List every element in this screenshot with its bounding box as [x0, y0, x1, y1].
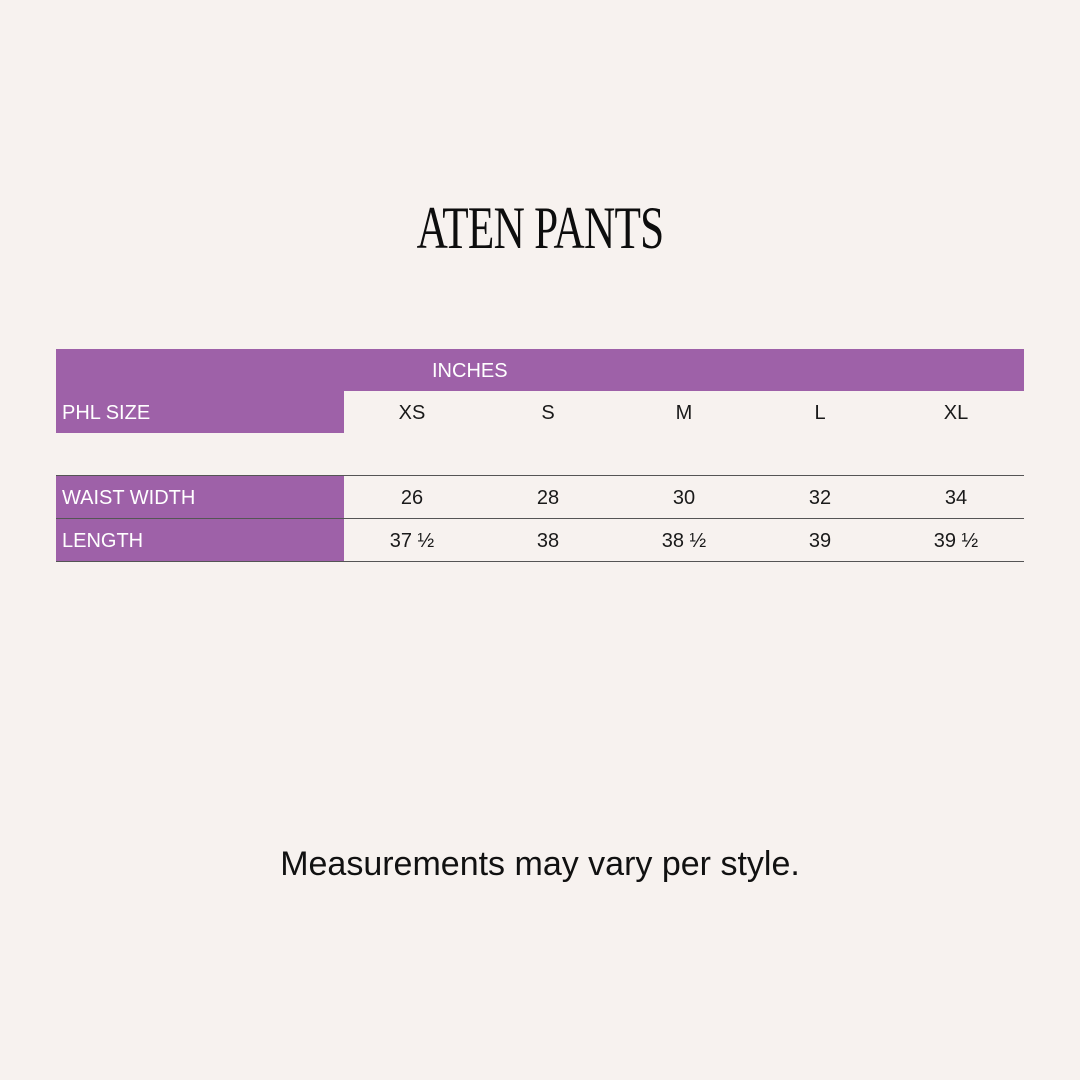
chart-title: ATEN PANTS — [416, 195, 664, 261]
table-cell: 39 ½ — [933, 530, 979, 552]
size-header-xs: XS — [398, 402, 426, 424]
table-cell: 28 — [536, 487, 560, 509]
footnote: Measurements may vary per style. — [280, 845, 800, 883]
table-cell: 32 — [808, 487, 832, 509]
size-header-xl: XL — [943, 402, 969, 424]
table-cell: 34 — [944, 487, 968, 509]
table-cell: 39 — [808, 530, 832, 552]
size-header-s: S — [541, 402, 555, 424]
size-header-l: L — [814, 402, 826, 424]
size-header-m: M — [675, 402, 693, 424]
table-cell: 30 — [672, 487, 696, 509]
unit-label: INCHES — [432, 360, 508, 382]
table-cell: 37 ½ — [389, 530, 435, 552]
unit-header-band — [56, 349, 1024, 391]
table-cell: 26 — [400, 487, 424, 509]
row-label-waist-width: WAIST WIDTH — [62, 487, 196, 509]
row-label-length: LENGTH — [62, 530, 144, 552]
size-label: PHL SIZE — [62, 402, 151, 424]
table-cell: 38 ½ — [661, 530, 707, 552]
table-cell: 38 — [536, 530, 560, 552]
